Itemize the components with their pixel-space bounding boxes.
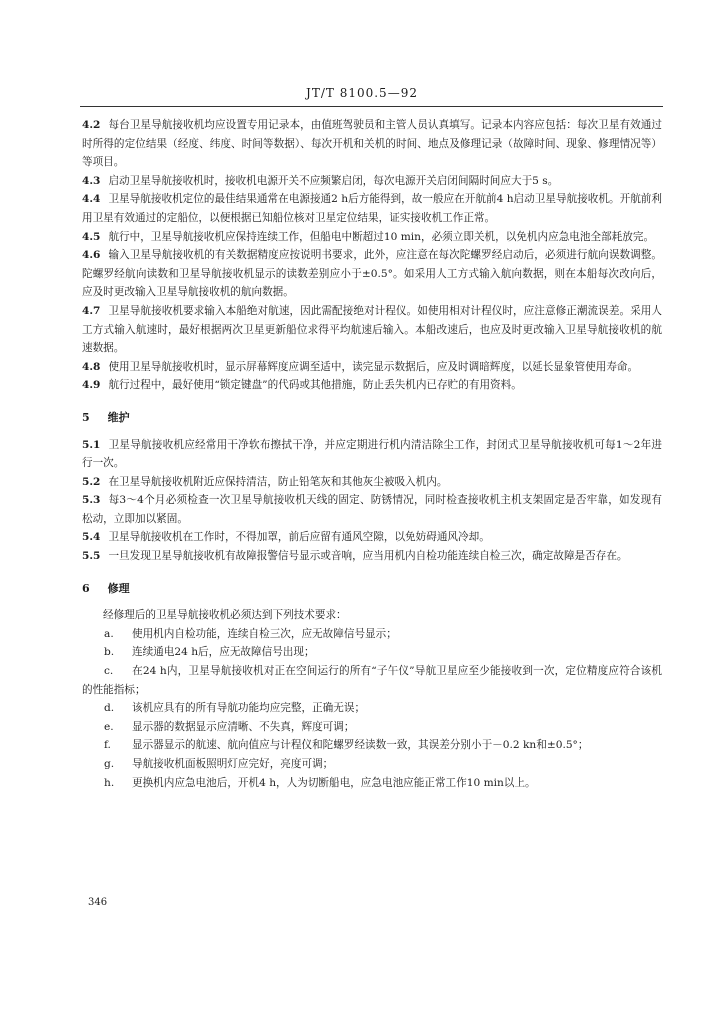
requirement-item-g: g. 导航接收机面板照明灯应完好，亮度可调；: [104, 758, 334, 770]
requirement-item-d: d. 该机应具有的所有导航功能均应完整，正确无误；: [104, 702, 366, 715]
requirement-item-f: f. 显示器显示的航速、航向值应与计程仪和陀螺罗经读数一致，其误差分别小于－0.2 kn和±0.5°；: [104, 739, 589, 752]
clause-4-9: 4.9 航行过程中，最好使用“锁定键盘”的代码或其他措施，防止丢失机内已存贮的有用资料。: [82, 379, 522, 392]
section-6-heading: 6 修理: [82, 581, 130, 595]
requirement-item-e: e. 显示器的数据显示应清晰、不失真，辉度可调；: [104, 720, 355, 733]
clause-4-3: 4.3 启动卫星导航接收机时，接收机电源开关不应频繁启闭，每次电源开关启闭间隔时间应大于5 s。: [82, 174, 559, 187]
section-6-intro: 经修理后的卫星导航接收机必须达到下列技术要求：: [103, 609, 347, 622]
clause-4-2: 4.2 每台卫星导航接收机均应设置专用记录本，由值班驾驶员和主管人员认真填写。记录本内容应包括：每次卫星有效通过时所得的定位结果（经度、纬度、时间等数据）、每次开机和关机的时间、地点及修理记录（故障时间、现象、修理情况等）等项目。: [82, 119, 662, 169]
page-number: 346: [88, 897, 108, 908]
clause-4-8: 4.8 使用卫星导航接收机时，显示屏幕辉度应调至适中，读完显示数据后，应及时调暗辉度，以延长显象管使用寿命。: [82, 360, 639, 373]
header-rule: [80, 106, 663, 107]
requirement-item-b: b. 连续通电24 h后，应无故障信号出现；: [104, 646, 315, 659]
clause-5-1: 5.1 卫星导航接收机应经常用干净软布擦拭干净，并应定期进行机内清洁除尘工作，封闭式卫星导航接收机可每1～2年进行一次。: [82, 438, 662, 470]
clause-5-4: 5.4 卫星导航接收机在工作时，不得加罩，前后应留有通风空隙，以免妨碍通风冷却。: [82, 531, 490, 544]
requirement-item-a: a. 使用机内自检功能，连续自检三次，应无故障信号显示；: [104, 627, 397, 640]
requirement-item-h: h. 更换机内应急电池后，开机4 h，人为切断船电，应急电池应能正常工作10 min以上。: [104, 776, 536, 789]
clause-4-4: 4.4 卫星导航接收机定位的最佳结果通常在电源接通2 h后方能得到，故一般应在开航前4 h启动卫星导航接收机。开航前利用卫星有效通过的定船位，以便根据已知船位核对卫星定位结果，证实接收机工作正常。: [82, 193, 662, 224]
clause-4-5: 4.5 航行中，卫星导航接收机应保持连续工作，但船电中断超过10 min，必须立即关机，以免机内应急电池全部耗放完。: [82, 230, 655, 243]
clause-4-7: 4.7 卫星导航接收机要求输入本船绝对航速，因此需配接绝对计程仪。如使用相对计程仪时，应注意修正潮流误差。采用人工方式输入航速时，最好根据两次卫星更新船位求得平均航速后输入。本船改速后，也应及时更改输入卫星导航接收机的航速数据。: [82, 304, 662, 355]
requirement-item-c: c. 在24 h内，卫星导航接收机对正在空间运行的所有“子午仪”导航卫星应至少能接收到一次，定位精度应符合该机的性能指标；: [82, 665, 662, 696]
clause-5-3: 5.3 每3～4个月必须检查一次卫星导航接收机天线的固定、防锈情况，同时检查接收机主机支架固定是否牢靠，如发现有松动，立即加以紧固。: [82, 494, 662, 525]
document-body: [82, 116, 662, 792]
standard-code-header: JT/T 8100.5—92: [306, 86, 418, 100]
clause-5-5: 5.5 一旦发现卫星导航接收机有故障报警信号显示或音响，应当用机内自检功能连续自检三次，确定故障是否存在。: [82, 550, 628, 563]
clause-4-6: 4.6 输入卫星导航接收机的有关数据精度应按说明书要求，此外，应注意在每次陀螺罗经启动后，必须进行航向误数调整。陀螺罗经航向读数和卫星导航接收机显示的读数差别应小于±0.5°。如采用人工方式输入航向数据，则在本船每次改向后，应及时更改输入卫星导航接收机的航向数据。: [82, 249, 662, 299]
section-5-heading: 5 维护: [82, 410, 130, 424]
clause-5-2: 5.2 在卫星导航接收机附近应保持清洁，防止铅笔灰和其他灰尘被吸入机内。: [82, 475, 448, 488]
